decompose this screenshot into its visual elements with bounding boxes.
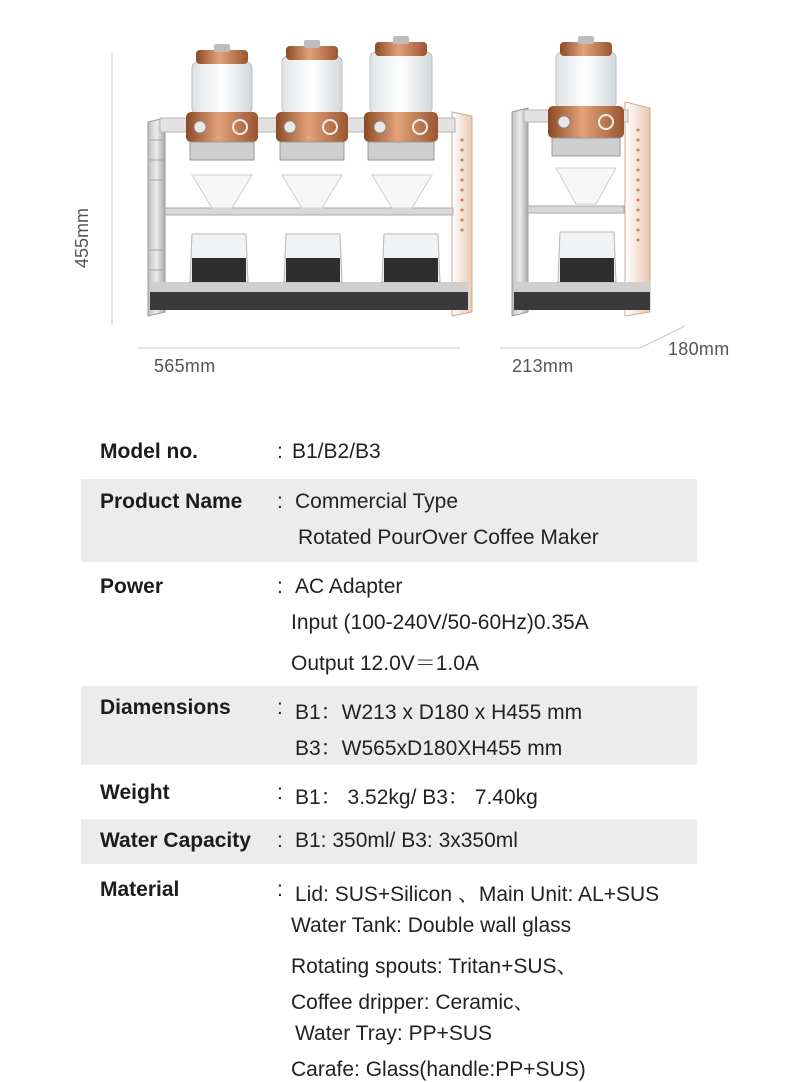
spec-colon: : — [277, 575, 283, 598]
b1-width-dimension-label: 213mm — [512, 356, 574, 376]
brew-head-3 — [364, 36, 440, 282]
spec-label-power: Power — [100, 575, 164, 598]
b1-unit-drawing — [512, 36, 650, 316]
spec-value-material-line-3: Rotating spouts: Tritan+SUS、 — [291, 955, 578, 978]
depth-dimension-label: 180mm — [668, 339, 730, 359]
spec-label-model: Model no. — [100, 440, 198, 463]
spec-value-power-line-2: Input (100-240V/50-60Hz)0.35A — [291, 611, 589, 634]
spec-value-model: B1/B2/B3 — [292, 440, 381, 463]
b3-unit-drawing — [148, 36, 472, 316]
spec-colon: : — [277, 696, 283, 719]
spec-row-product-name — [81, 479, 697, 562]
brew-head-1 — [186, 44, 258, 282]
spec-value-product-name-line-1: Commercial Type — [295, 490, 458, 513]
spec-value-material-line-6: Carafe: Glass(handle:PP+SUS) — [291, 1058, 586, 1081]
spec-colon: : — [277, 440, 283, 463]
spec-value-power-line-3: Output 12.0V＝1.0A — [291, 652, 479, 675]
spec-row-water-capacity — [81, 819, 697, 864]
spec-row-weight — [81, 768, 697, 816]
spec-label-dimensions: Diamensions — [100, 696, 231, 719]
spec-value-material-line-2: Water Tank: Double wall glass — [291, 914, 572, 937]
spec-colon: : — [277, 781, 283, 804]
spec-colon: : — [277, 490, 283, 513]
b3-width-dimension-label: 565mm — [154, 356, 216, 376]
spec-value-material-line-1: Lid: SUS+Silicon 、Main Unit: AL+SUS — [295, 883, 660, 906]
spec-row-dimensions — [81, 686, 697, 765]
spec-colon: : — [277, 829, 283, 852]
spec-value-water-capacity: B1: 350ml/ B3: 3x350ml — [295, 829, 518, 852]
spec-value-material-line-4: Coffee dripper: Ceramic、 — [291, 991, 535, 1014]
spec-label-material: Material — [100, 878, 180, 901]
brew-head-2 — [276, 40, 348, 282]
spec-label-weight: Weight — [100, 781, 170, 804]
spec-value-material-line-5: Water Tray: PP+SUS — [295, 1022, 493, 1045]
spec-row-material — [81, 867, 697, 1082]
height-dimension-label: 455mm — [72, 207, 92, 268]
spec-colon: : — [277, 878, 283, 901]
spec-value-product-name-line-2: Rotated PourOver Coffee Maker — [298, 526, 599, 549]
spec-label-product-name: Product Name — [100, 490, 243, 513]
spec-row-model — [81, 430, 697, 476]
spec-value-dimensions-line-2: B3：W565xD180XH455 mm — [295, 737, 563, 760]
spec-label-water-capacity: Water Capacity — [100, 829, 251, 852]
spec-value-weight: B1： 3.52kg/ B3： 7.40kg — [295, 786, 538, 809]
spec-value-dimensions-line-1: B1：W213 x D180 x H455 mm — [295, 701, 583, 724]
spec-value-power-line-1: AC Adapter — [295, 575, 403, 598]
spec-row-power — [81, 565, 697, 683]
product-figure — [0, 0, 790, 400]
